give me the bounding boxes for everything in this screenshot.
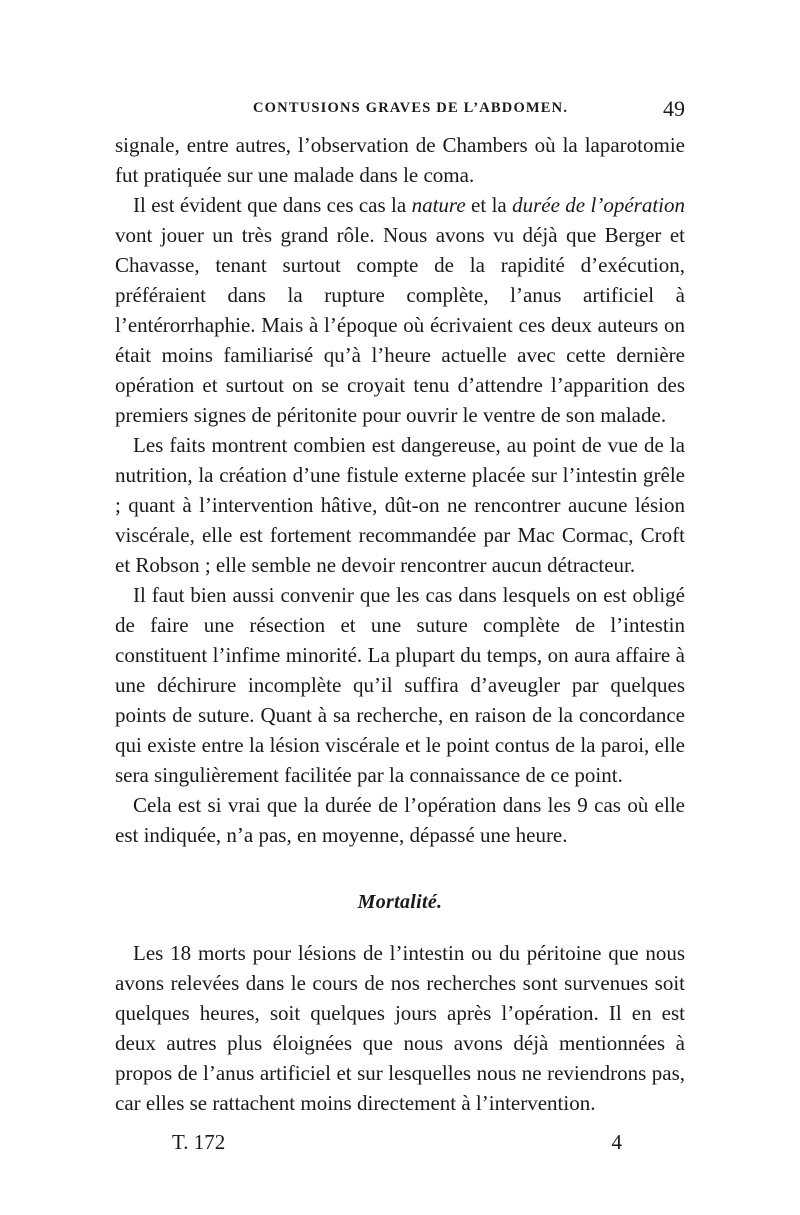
signature-line [172, 1130, 622, 1160]
section-text [115, 938, 685, 1118]
page-number: 49 [663, 96, 685, 121]
paragraph-faits: Les faits montrent combien est dangereuse, au point de vue de la nutrition, la création d’une fistule externe placée sur l’intestin grêle ; quant à l’intervention hâtive, dût-on ne rencontrer aucune lésion viscérale, elle est fortement recommandée par Mac Cormac, Croft et Robson ; elle semble ne devoir rencontrer aucun détracteur. [115, 433, 685, 577]
signature-mark: T. 172 [172, 1130, 226, 1154]
sheet-number: 4 [611, 1130, 622, 1154]
section-title: Mortalité. [357, 891, 443, 913]
text-run: Il est évident que dans ces cas la [133, 193, 412, 217]
running-title: CONTUSIONS GRAVES DE L’ABDOMEN. [253, 100, 569, 116]
paragraph-duree: Cela est si vrai que la durée de l’opération dans les 9 cas où elle est indiquée, n’a pas, en moyenne, dépassé une heure. [115, 793, 685, 847]
paragraph-operation-nature [115, 190, 685, 430]
text-run: vont jouer un très grand rôle. Nous avons vu déjà que Berger et Chavasse, tenant surtout compte de la rapidité d’exécution, préféraient dans la rupture complète, l’anus artificiel à l’entérorrhaphie. Mais à l’époque où écrivaient ces deux auteurs on était moins familiarisé qu’à l’heure actuelle avec cette dernière opération et surtout on se croyait tenu d’attendre l’apparition des premiers signes de péritonite pour ouvrir le ventre de son malade. [115, 223, 685, 427]
paragraph-mortalite: Les 18 morts pour lésions de l’intestin ou du péritoine que nous avons relevées dans le cours de nos recherches sont survenues soit quelques heures, soit quelques jours après l’opération. Il en est deux autres plus éloignées que nous avons déjà mentionnées à propos de l’anus artificiel et sur lesquelles nous ne reviendrons pas, car elles se rattachent moins directement à l’intervention. [115, 941, 685, 1115]
paragraph-continuation: signale, entre autres, l’observation de Chambers où la laparotomie fut pratiquée sur une malade dans le coma. [115, 133, 685, 187]
paragraph-resection: Il faut bien aussi convenir que les cas dans lesquels on est obligé de faire une résection et une suture complète de l’intestin constituent l’infime minorité. La plupart du temps, on aura affaire à une déchirure incomplète qu’il suffira d’aveugler par quelques points de suture. Quant à sa recherche, en raison de la concordance qui existe entre la lésion viscérale et le point contus de la paroi, elle sera singulièrement facilitée par la connaissance de ce point. [115, 583, 685, 787]
text-run: et la [465, 193, 513, 217]
main-text [115, 130, 685, 850]
emphasis-nature: nature [411, 193, 466, 217]
emphasis-duree: durée de l’opération [512, 193, 685, 217]
running-head [115, 96, 685, 124]
